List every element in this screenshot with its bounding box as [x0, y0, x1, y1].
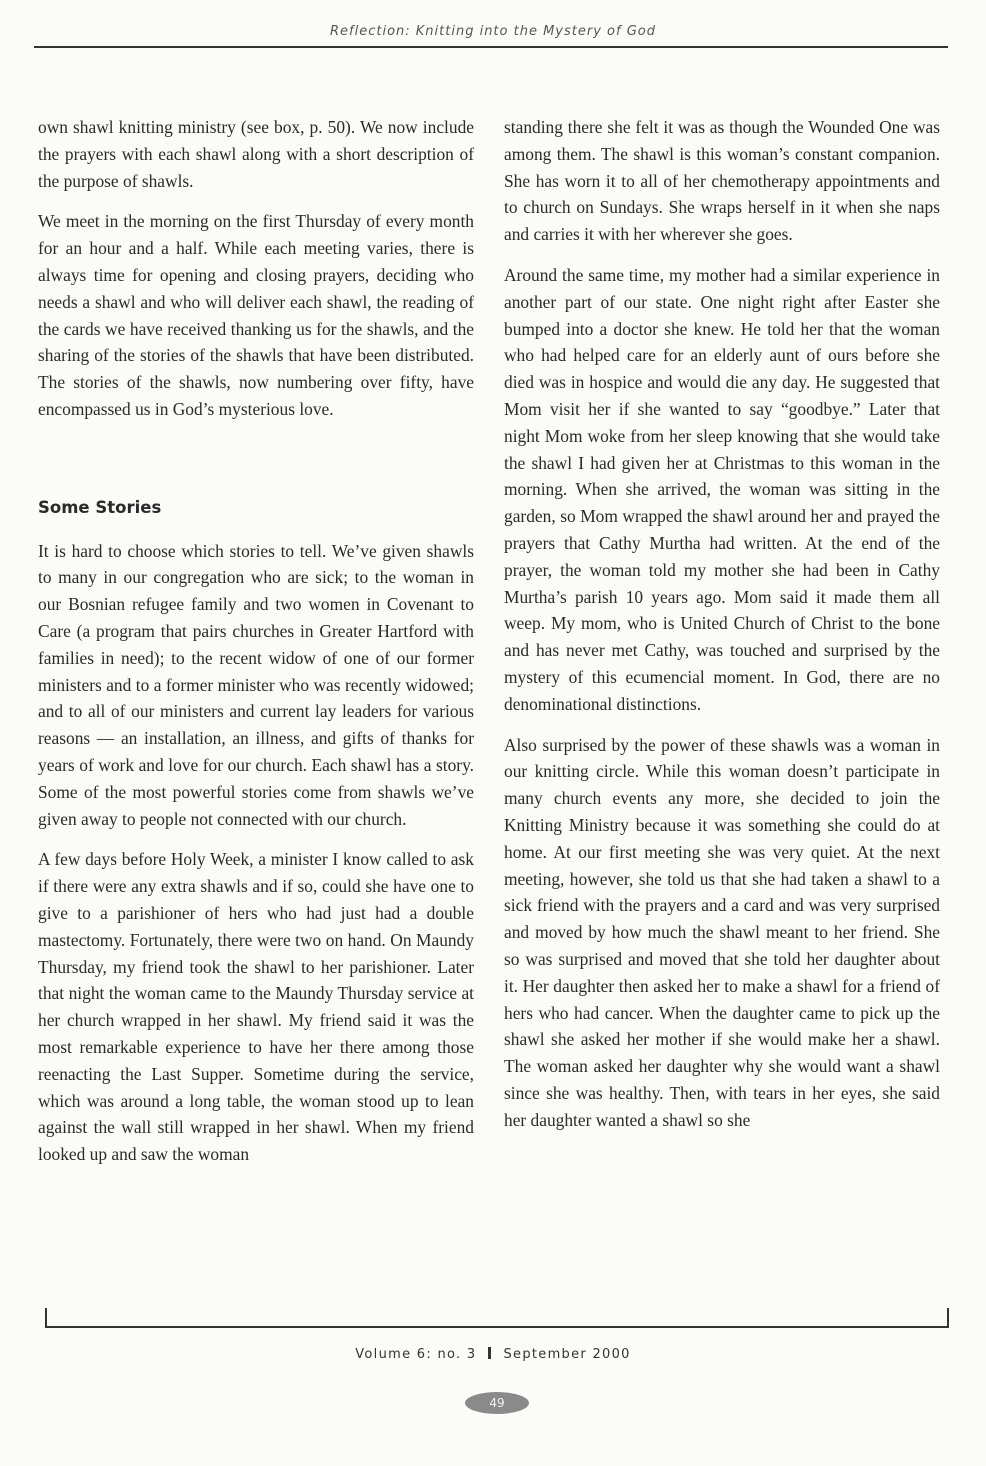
paragraph: We meet in the morning on the first Thursday of every month for an hour and a half. While each meeting varies, there is always time for opening and closing prayers, deciding who needs a shawl and who will deliver each shawl, the reading of the cards we have received thanking us for the shawls, and the sharing of the stories of the shawls that have been distributed. The stories of the shawls, now numbering over fifty, have encompassed us in God’s mysterious love. — [38, 211, 474, 419]
page-number-badge: 49 — [465, 1392, 529, 1414]
section-heading: Some Stories — [38, 497, 162, 517]
section-spacer — [38, 437, 474, 495]
right-column — [504, 114, 940, 1147]
running-head-title: Reflection: Knitting into the Mystery of God — [330, 24, 656, 39]
paragraph: It is hard to choose which stories to tell. We’ve given shawls to many in our congregation who are sick; to the woman in our Bosnian refugee family and two women in Covenant to Care (a program that pairs churches in Greater Hartford with families in need); to the recent widow of one of our former ministers and to a former minister who was recently widowed; and to all of our ministers and current lay leaders for various reasons — an installation, an illness, and gifts of thanks for years of work and love for our church. Each shawl has a story. Some of the most powerful stories come from shawls we’ve given away to people not connected with our church. — [38, 540, 474, 829]
footer-volume: Volume 6: no. 3 — [355, 1347, 477, 1362]
footer-citation — [0, 1347, 986, 1362]
paragraph: own shawl knitting ministry (see box, p. 50). We now include the prayers with each shawl along with a short description of the purpose of shawls. — [38, 117, 474, 191]
paragraph: Around the same time, my mother had a similar experience in another part of our state. One night right after Easter she bumped into a doctor she knew. He told her that the woman who had helped care for an elderly aunt of ours before she died was in hospice and would die any day. He suggested that Mom visit her if she wanted to say “goodbye.” Later that night Mom woke from her sleep knowing that she would take the shawl I had given her at Christmas to this woman in the morning. When she arrived, the woman was sitting in the garden, so Mom wrapped the shawl around her and prayed the prayers that Cathy Murtha had written. At the end of the prayer, the woman told my mother she had been in Cathy Murtha’s parish 10 years ago. Mom said it made them all weep. My mom, who is United Church of Christ to the bone and has never met Cathy, was touched and surprised by the mystery of this ecumencial moment. In God, there are no denominational distinctions. — [504, 264, 940, 714]
footer-separator — [488, 1347, 491, 1359]
left-column — [38, 114, 474, 1182]
footer-frame — [45, 1308, 949, 1328]
paragraph: A few days before Holy Week, a minister I know called to ask if there were any extra shawls and if so, could she have one to give to a parishioner of hers who had just had a double mastectomy. Fortunately, there were two on hand. On Maundy Thursday, my friend took the shawl to her parishioner. Later that night the woman came to the Maundy Thursday service at her church wrapped in her shawl. My friend said it was the most remarkable experience to have her there among those reenacting the Last Supper. Sometime during the service, which was around a long table, the woman stood up to lean against the wall still wrapped in her shawl. When my friend looked up and saw the woman — [38, 849, 474, 1165]
paragraph: Also surprised by the power of these shawls was a woman in our knitting circle. While this woman doesn’t participate in many church events any more, she decided to join the Knitting Ministry because it was something she could do at home. At our first meeting she was very quiet. At the next meeting, however, she told us that she had taken a shawl to a sick friend with the prayers and a card and was very surprised and moved by how much the shawl meant to her friend. She so was surprised and moved that she told her daughter about it. Her daughter then asked her to make a shawl for a friend of hers who had cancer. When the daughter came to pick up the shawl she asked her mother if she would make her a shawl. The woman asked her daughter why she would want a shawl since she was healthy. Then, with tears in her eyes, she said her daughter wanted a shawl so she — [504, 734, 940, 1130]
paragraph: standing there she felt it was as though the Wounded One was among them. The shawl is this woman’s constant companion. She has worn it to all of her chemotherapy appointments and to church on Sundays. She wraps herself in it when she naps and carries it with her wherever she goes. — [504, 117, 940, 245]
header-rule — [34, 46, 948, 48]
footer-date: September 2000 — [503, 1347, 631, 1362]
